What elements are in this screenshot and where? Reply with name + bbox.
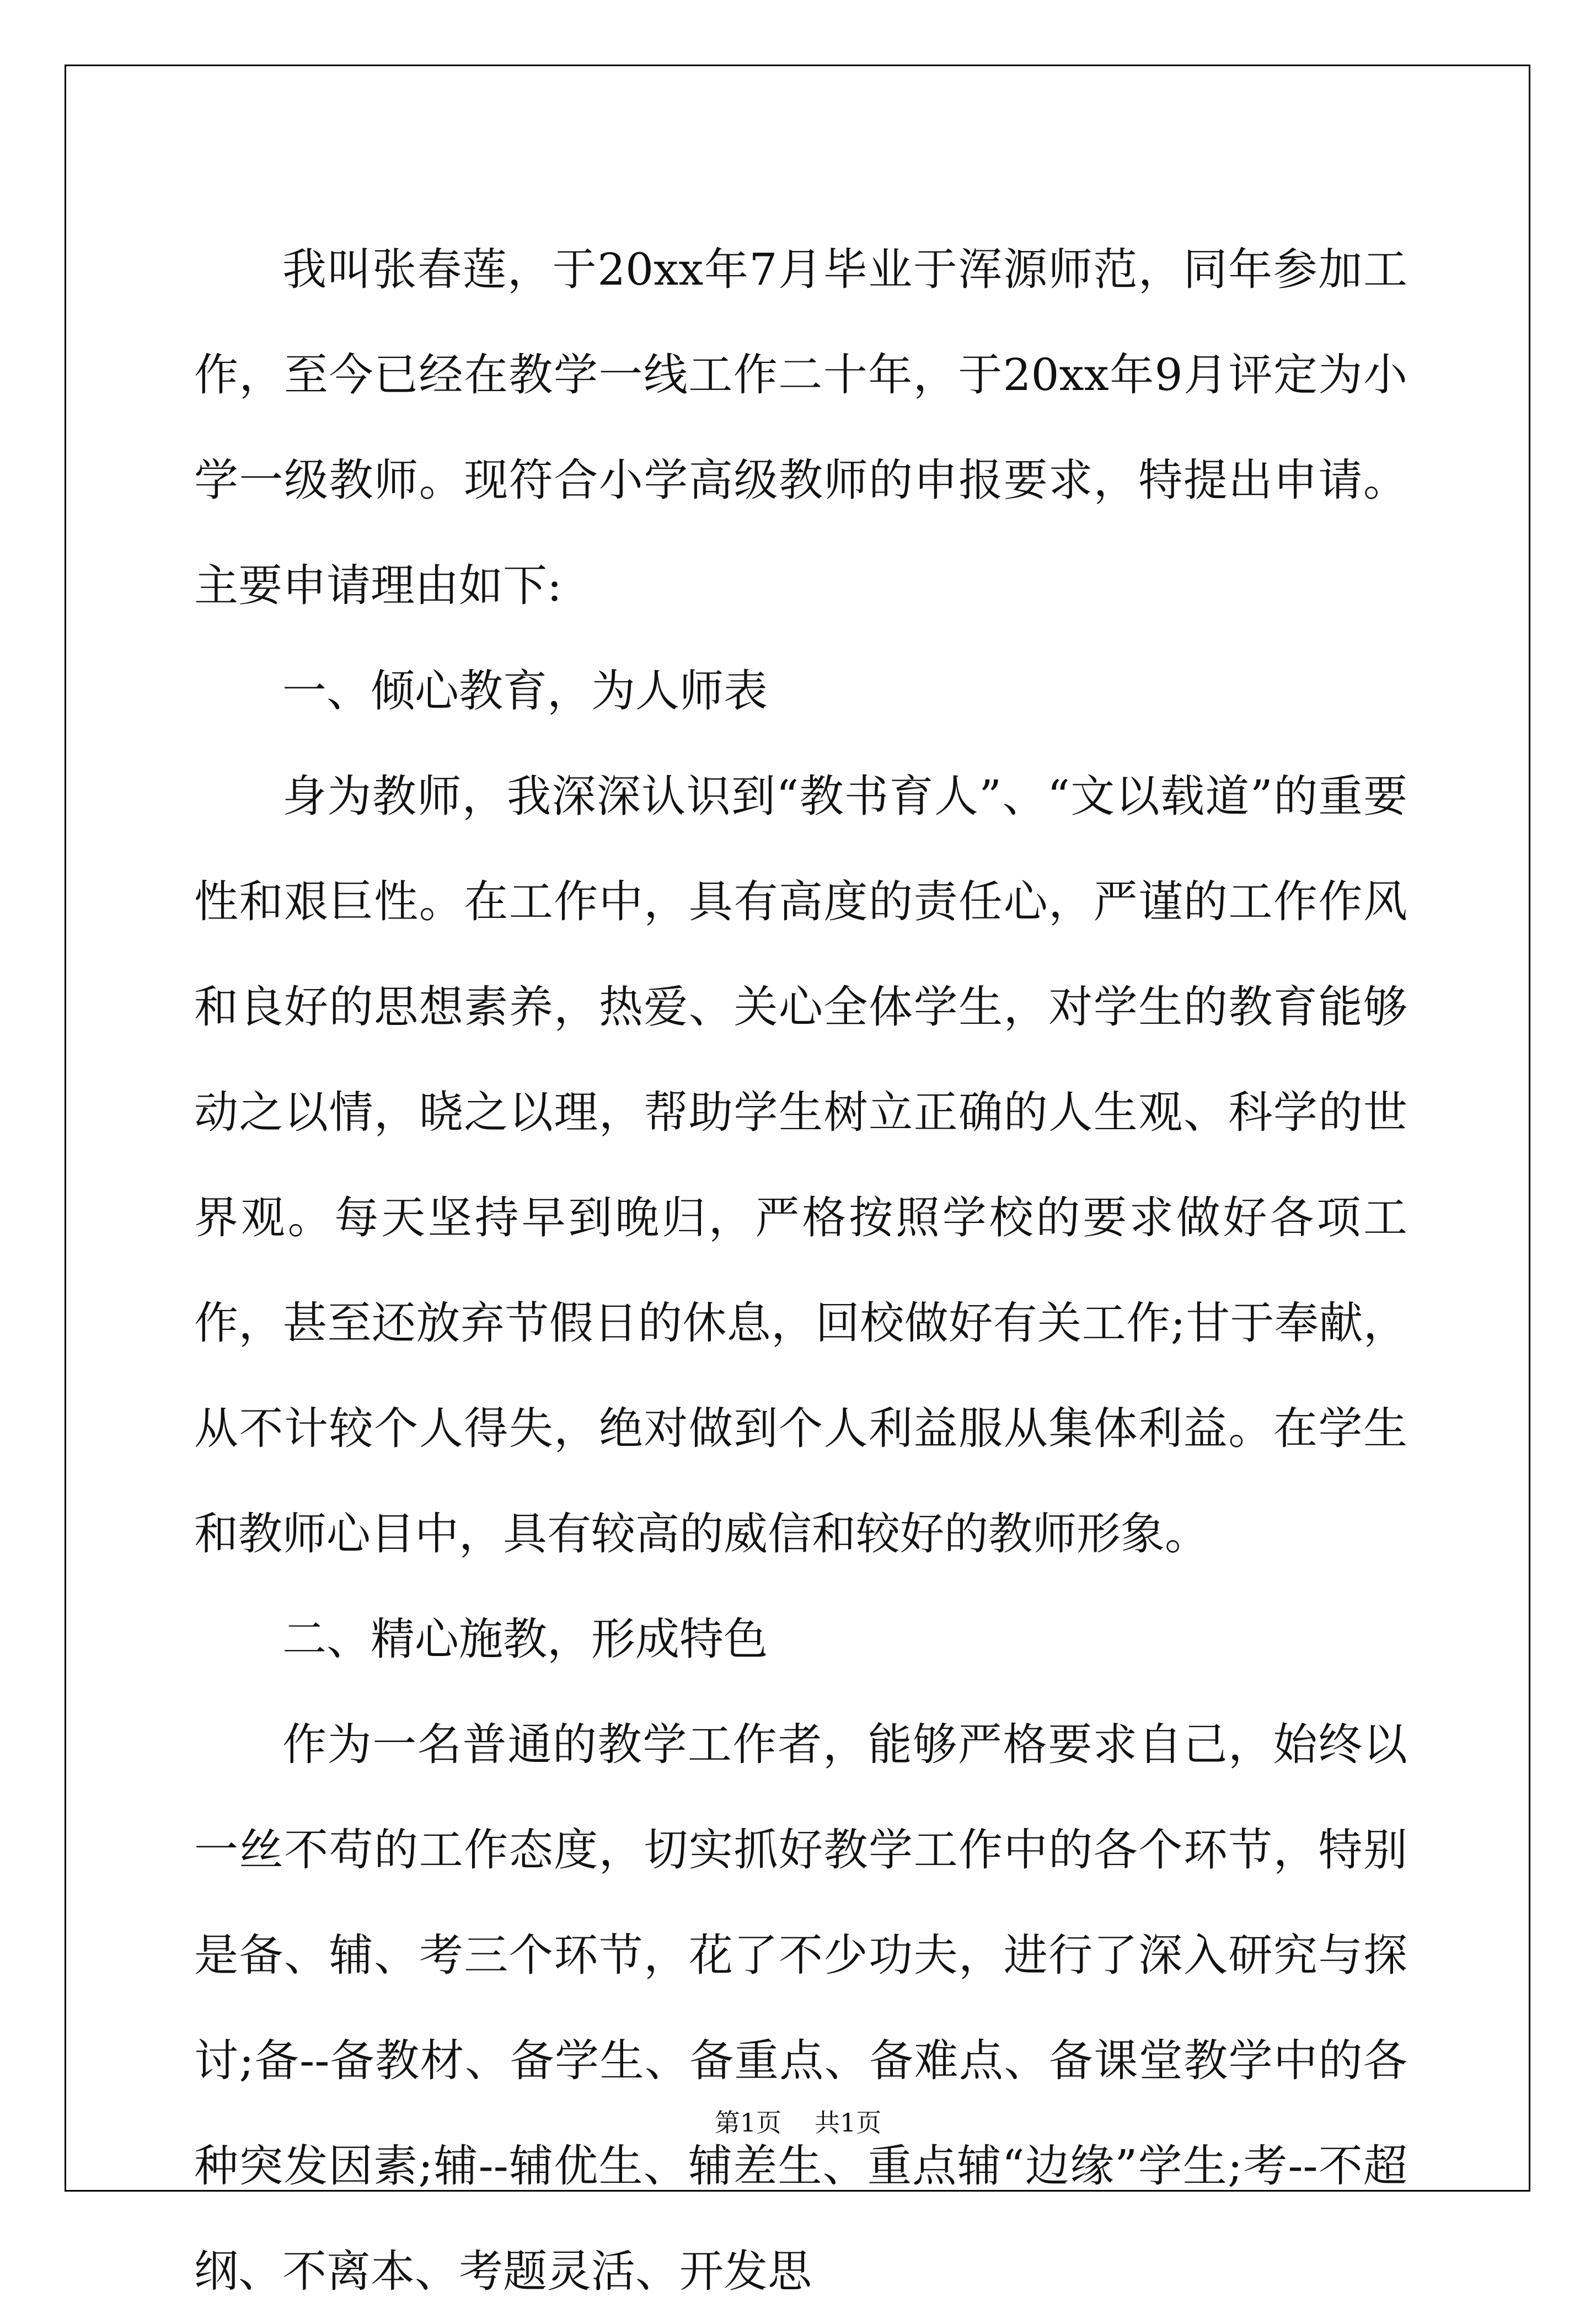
page-footer — [0, 2103, 1596, 2139]
paragraph-section-2: 作为一名普通的教学工作者，能够严格要求自己，始终以一丝不苟的工作态度，切实抓好教学工作中的各个环节，特别是备、辅、考三个环节，花了不少功夫，进行了深入研究与探讨;备--备教材、备学生、备重点、备难点、备课堂教学中的各种突发因素;辅--辅优生、辅差生、重点辅“边缘”学生;考--不超纲、不离本、考题灵活、开发思 — [194, 1719, 1407, 2297]
page-number: 第1页 — [714, 2108, 781, 2138]
paragraph-intro: 我叫张春莲，于20xx年7月毕业于浑源师范，同年参加工作，至今已经在教学一线工作二十年，于20xx年9月评定为小学一级教师。现符合小学高级教师的申报要求，特提出申请。主要申请理由如下: — [194, 244, 1407, 611]
page-count: 共1页 — [815, 2108, 882, 2138]
paragraph-section-1: 身为教师，我深深认识到“教书育人”、“文以载道”的重要性和艰巨性。在工作中，具有高度的责任心，严谨的工作作风和良好的思想素养，热爱、关心全体学生，对学生的教育能够动之以情，晓之以理，帮助学生树立正确的人生观、科学的世界观。每天坚持早到晚归，严格按照学校的要求做好各项工作，甚至还放弃节假日的休息，回校做好有关工作;甘于奉献，从不计较个人得失，绝对做到个人利益服从集体利益。在学生和教师心目中，具有较高的威信和较好的教师形象。 — [194, 771, 1407, 1559]
section-heading-2: 二、精心施教，形成特色 — [282, 1614, 768, 1665]
section-heading-1: 一、倾心教育，为人师表 — [282, 665, 768, 717]
document-body — [194, 217, 1407, 2324]
